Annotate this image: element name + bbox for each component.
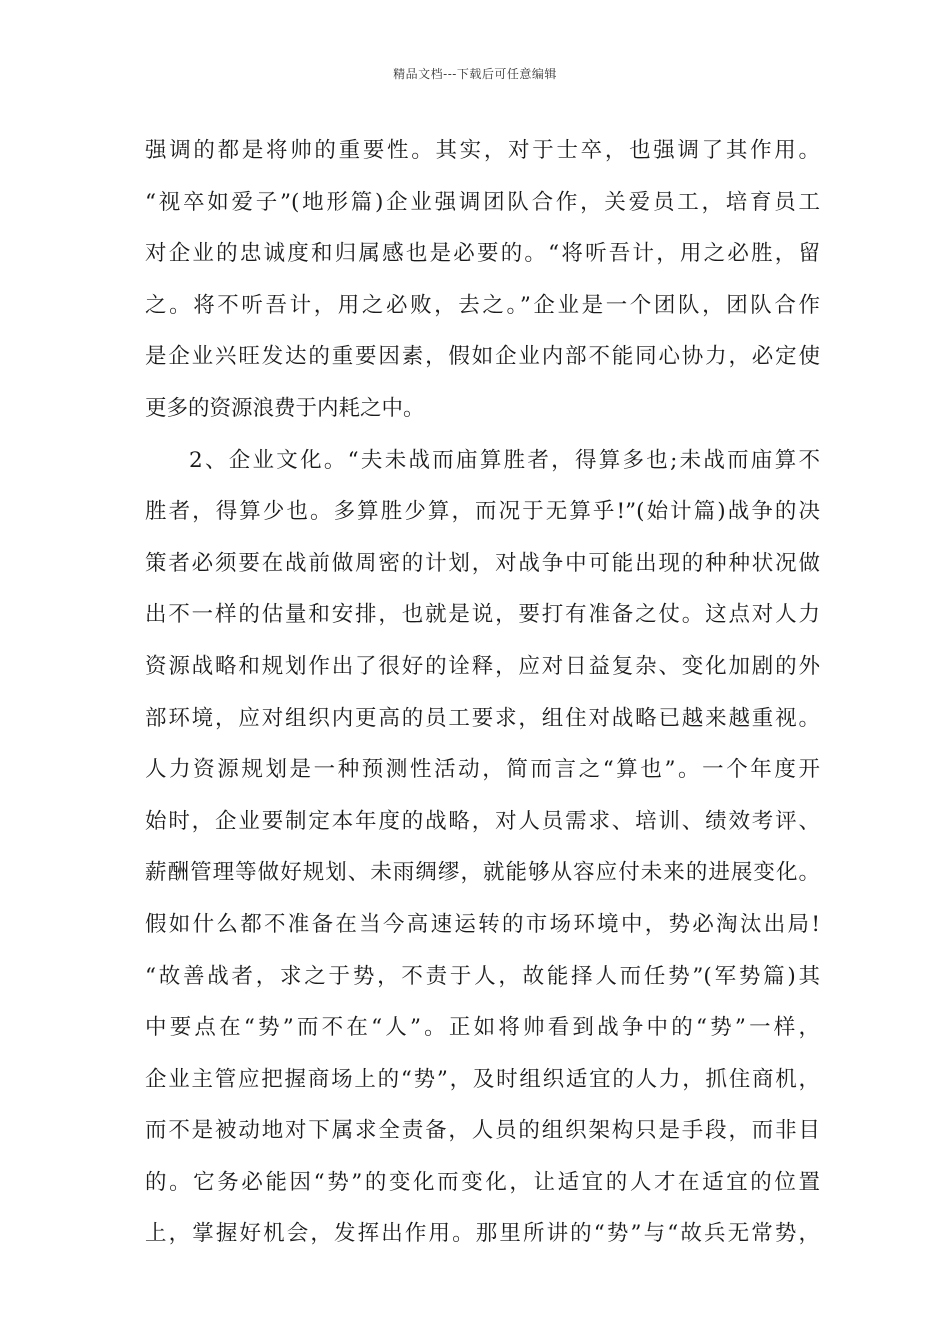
text-line: 始时，企业要制定本年度的战略，对人员需求、培训、绩效考评、 (145, 808, 820, 834)
text-line: 对企业的忠诚度和归属感也是必要的。“将听吾计，用之必胜，留 (145, 241, 820, 267)
text-line: 是企业兴旺发达的重要因素，假如企业内部不能同心协力，必定使 (145, 344, 820, 370)
text-line: 企业主管应把握商场上的“势”，及时组织适宜的人力，抓住商机， (145, 1066, 820, 1092)
body-text (145, 125, 820, 1260)
text-line: 而不是被动地对下属求全责备，人员的组织架构只是手段，而非目 (145, 1118, 820, 1144)
text-line: “视卒如爱子”(地形篇)企业强调团队合作，关爱员工，培育员工 (145, 189, 820, 215)
text-line: 的。它务必能因“势”的变化而变化，让适宜的人才在适宜的位置 (145, 1169, 820, 1195)
text-line: 之。将不听吾计，用之必败，去之。”企业是一个团队，团队合作 (145, 292, 820, 318)
page-header: 精品文档---下载后可任意编辑 (393, 67, 557, 81)
text-line: 上，掌握好机会，发挥出作用。那里所讲的“势”与“故兵无常势， (145, 1221, 820, 1247)
text-line: 更多的资源浪费于内耗之中。 (145, 395, 425, 421)
text-line: 部环境，应对组织内更高的员工要求，组住对战略已越来越重视。 (145, 705, 820, 731)
text-line: 薪酬管理等做好规划、未雨绸缪，就能够从容应付未来的进展变化。 (145, 860, 820, 886)
text-line: 人力资源规划是一种预测性活动，简而言之“算也”。一个年度开 (145, 757, 820, 783)
text-line: 出不一样的估量和安排，也就是说，要打有准备之仗。这点对人力 (145, 602, 820, 628)
text-line: 资源战略和规划作出了很好的诠释，应对日益复杂、变化加剧的外 (145, 653, 820, 679)
text-line: 假如什么都不准备在当今高速运转的市场环境中，势必淘汰出局! (145, 911, 820, 937)
text-line: 胜者，得算少也。多算胜少算，而况于无算乎!”(始计篇)战争的决 (145, 499, 820, 525)
text-line: “故善战者，求之于势，不责于人，故能择人而任势”(军势篇)其 (145, 963, 820, 989)
text-line: 策者必须要在战前做周密的计划，对战争中可能出现的种种状况做 (145, 550, 820, 576)
text-line: 2、企业文化。“夫未战而庙算胜者，得算多也;未战而庙算不 (189, 447, 820, 473)
text-line: 中要点在“势”而不在“人”。正如将帅看到战争中的“势”一样， (145, 1015, 820, 1041)
text-line: 强调的都是将帅的重要性。其实，对于士卒，也强调了其作用。 (145, 138, 820, 163)
